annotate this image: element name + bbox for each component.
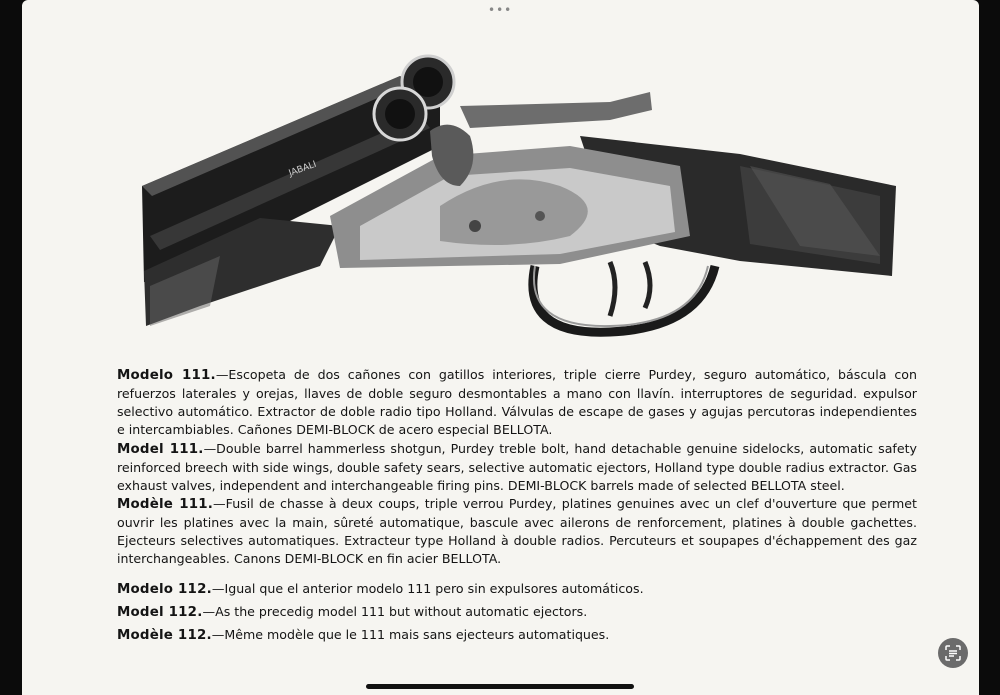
model-111-french-paragraph (117, 495, 917, 568)
model-111-english-text: —Double barrel hammerless shotgun, Purdey treble bolt, hand detachable genuine sidelocks, automatic safety reinforced breech with side wings, double safety sears, selective automatic ejectors, Holland type double radius extractor. Gas exhaust valves, independent and interchangeable firing pins. DEMI-BLOCK barrels made of selected BELLOTA steel. (117, 441, 917, 493)
shotgun-illustration (140, 36, 900, 346)
model-112-spanish-text: —Igual que el anterior modelo 111 pero sin expulsores automáticos. (211, 581, 644, 596)
model-111-french-text: —Fusil de chasse à deux coups, triple verrou Purdey, platines genuines avec un clef d'ouverture que permet ouvrir les platines avec la main, sûreté automatique, bascule avec ailerons de renforcement, platines à double gachettes. Ejecteurs selectives automatiques. Extracteur type Holland à double radios. Percuteurs et soupapes d'échappement des gaz interchangeables. Canons DEMI-BLOCK en fin acier BELLOTA. (117, 496, 917, 566)
trigger-front (610, 262, 615, 316)
live-text-scan-icon (945, 645, 961, 661)
live-text-scan-button[interactable] (938, 638, 968, 668)
model-112-spanish-line (117, 580, 917, 599)
model-112-english-title: Model 112. (117, 605, 203, 620)
model-112-french-line (117, 626, 917, 645)
model-112-english-text: —As the precedig model 111 but without automatic ejectors. (202, 604, 588, 619)
more-dots-icon[interactable]: ••• (488, 3, 513, 17)
model-111-spanish-text: —Escopeta de dos cañones con gatillos interiores, triple cierre Purdey, seguro automático, báscula con refuerzos laterales y orejas, llaves de doble seguro desmontables a mano con llavín. interruptores de seguridad. expulsor selectivo automático. Extractor de doble radio tipo Holland. Válvulas de escape de gases y agujas percutoras independientes e intercambiables. Cañones DEMI-BLOCK de acero especial BELLOTA. (117, 367, 917, 437)
model-111-spanish-paragraph (117, 366, 917, 439)
trigger-guard (533, 266, 715, 332)
trigger-rear (645, 262, 650, 308)
barrel-marking: JABALI (287, 159, 318, 179)
model-111-english-title: Model 111. (117, 442, 204, 457)
model-112-french-text: —Même modèle que le 111 mais sans ejecteurs automatiques. (211, 627, 610, 642)
model-112-english-line (117, 603, 917, 622)
model-111-spanish-title: Modelo 111. (117, 368, 216, 383)
model-112-french-title: Modèle 112. (117, 628, 212, 643)
home-indicator[interactable] (366, 684, 634, 689)
model-111-english-paragraph (117, 440, 917, 495)
top-lever (460, 92, 652, 128)
model-112-spanish-title: Modelo 112. (117, 582, 212, 597)
model-111-french-title: Modèle 111. (117, 497, 214, 512)
